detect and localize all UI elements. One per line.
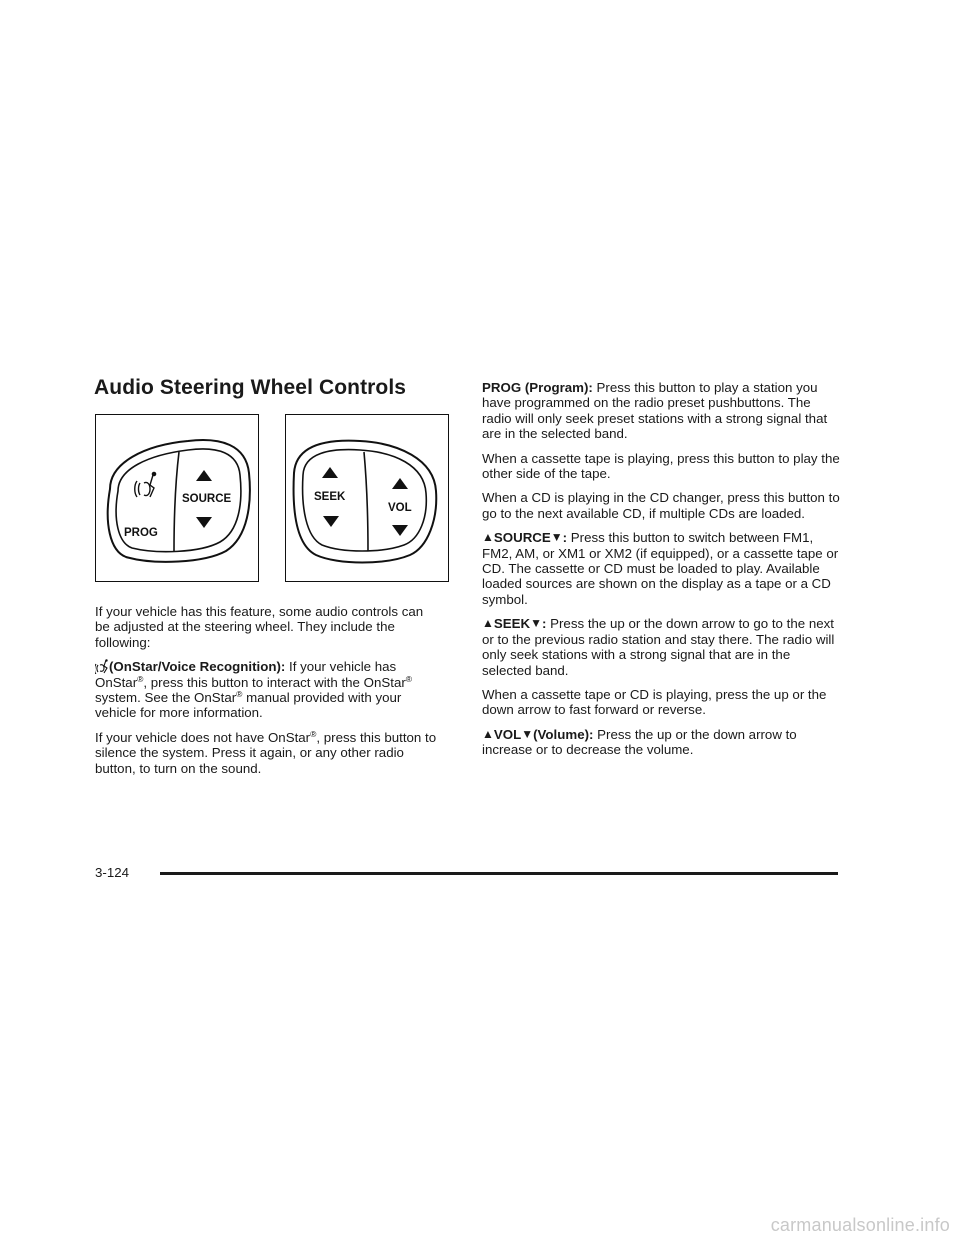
source-up-arrow xyxy=(196,470,212,481)
footer-rule xyxy=(160,872,838,875)
voice-recognition-icon xyxy=(135,472,156,497)
down-arrow-icon: ▼ xyxy=(550,530,563,545)
prog-label: PROG xyxy=(124,527,158,539)
prog-source-illustration xyxy=(96,415,257,580)
onstar-paragraph xyxy=(95,659,440,721)
left-column xyxy=(95,604,440,785)
seek-down-arrow xyxy=(323,516,339,527)
seek-label: SEEK xyxy=(314,491,346,503)
watermark: carmanualsonline.info xyxy=(770,1215,950,1235)
source-text: Press this button to switch between FM1, FM2, AM, or XM1 or XM2 (if equipped), or a cassette tape or CD. The cassette or CD must be loaded to play. Available loaded sources are shown on the display as a tape or a CD symbol. xyxy=(482,530,839,607)
vol-text: Press the up or the down arrow to increase or to decrease the volume. xyxy=(482,726,797,758)
prog-text: Press this button to play a station you have programmed on the radio preset pushbuttons. The radio will only seek preset stations with a strong signal that are in the selected band. xyxy=(482,380,828,442)
source-down-arrow xyxy=(196,517,212,528)
onstar-text-1: If your vehicle has OnStar xyxy=(95,659,397,690)
source-paragraph xyxy=(482,530,842,607)
vol-paragraph xyxy=(482,727,842,758)
vol-term-2: (Volume): xyxy=(533,726,594,742)
vol-term: VOL xyxy=(493,726,522,742)
source-term: SOURCE xyxy=(493,530,551,546)
source-colon: : xyxy=(562,530,568,546)
vol-label: VOL xyxy=(388,502,412,514)
seek-colon: : xyxy=(542,616,547,632)
prog-cassette-paragraph: When a cassette tape is playing, press this button to play the other side of the tape. xyxy=(482,450,840,482)
seek-vol-illustration xyxy=(286,415,447,580)
source-label: SOURCE xyxy=(182,493,232,505)
onstar-text-4: manual provided with your vehicle for more information. xyxy=(95,690,402,721)
registered-mark: ® xyxy=(236,689,243,700)
seek-up-arrow xyxy=(322,467,338,478)
seek-term: SEEK xyxy=(493,616,531,632)
registered-mark: ® xyxy=(405,673,413,684)
vol-down-arrow xyxy=(392,525,408,536)
prog-paragraph xyxy=(482,380,842,442)
seek-text: Press the up or the down arrow to go to the next or to the previous radio station and stay there. The radio will only seek stations with a strong signal that are in the selected band. xyxy=(482,616,835,678)
onstar-text-2: , press this button to interact with the OnStar xyxy=(143,674,406,690)
right-column xyxy=(482,380,842,767)
onstar-text-3: system. See the OnStar xyxy=(95,690,237,706)
figure-seek-vol-controls xyxy=(285,414,449,582)
page-title: Audio Steering Wheel Controls xyxy=(94,376,407,399)
no-onstar-text-1: If your vehicle does not have OnStar xyxy=(95,729,311,745)
seek-cassette-paragraph: When a cassette tape or CD is playing, press the up or the down arrow to fast forward or reverse. xyxy=(482,686,827,718)
up-arrow-icon: ▲ xyxy=(482,726,494,741)
prog-cd-paragraph: When a CD is playing in the CD changer, press this button to go to the next available CD, if multiple CDs are loaded. xyxy=(482,490,840,521)
registered-mark: ® xyxy=(137,673,144,684)
registered-mark: ® xyxy=(310,728,317,739)
page-number: 3-124 xyxy=(95,865,130,880)
onstar-term: (OnStar/Voice Recognition): xyxy=(109,659,286,675)
up-arrow-icon: ▲ xyxy=(482,616,494,631)
vol-up-arrow xyxy=(392,478,408,489)
figure-prog-source-controls xyxy=(95,414,259,582)
no-onstar-text-2: , press this button to silence the system. Press it again, or any other radio button, to turn on the sound. xyxy=(95,729,437,776)
down-arrow-icon: ▼ xyxy=(530,616,542,631)
up-arrow-icon: ▲ xyxy=(482,530,494,545)
down-arrow-icon: ▼ xyxy=(521,726,534,741)
voice-recognition-icon xyxy=(95,659,109,674)
seek-paragraph xyxy=(482,616,842,678)
no-onstar-paragraph xyxy=(95,730,440,776)
prog-term: PROG (Program): xyxy=(482,380,593,395)
intro-paragraph: If your vehicle has this feature, some audio controls can be adjusted at the steering wheel. They include the following: xyxy=(95,604,424,650)
